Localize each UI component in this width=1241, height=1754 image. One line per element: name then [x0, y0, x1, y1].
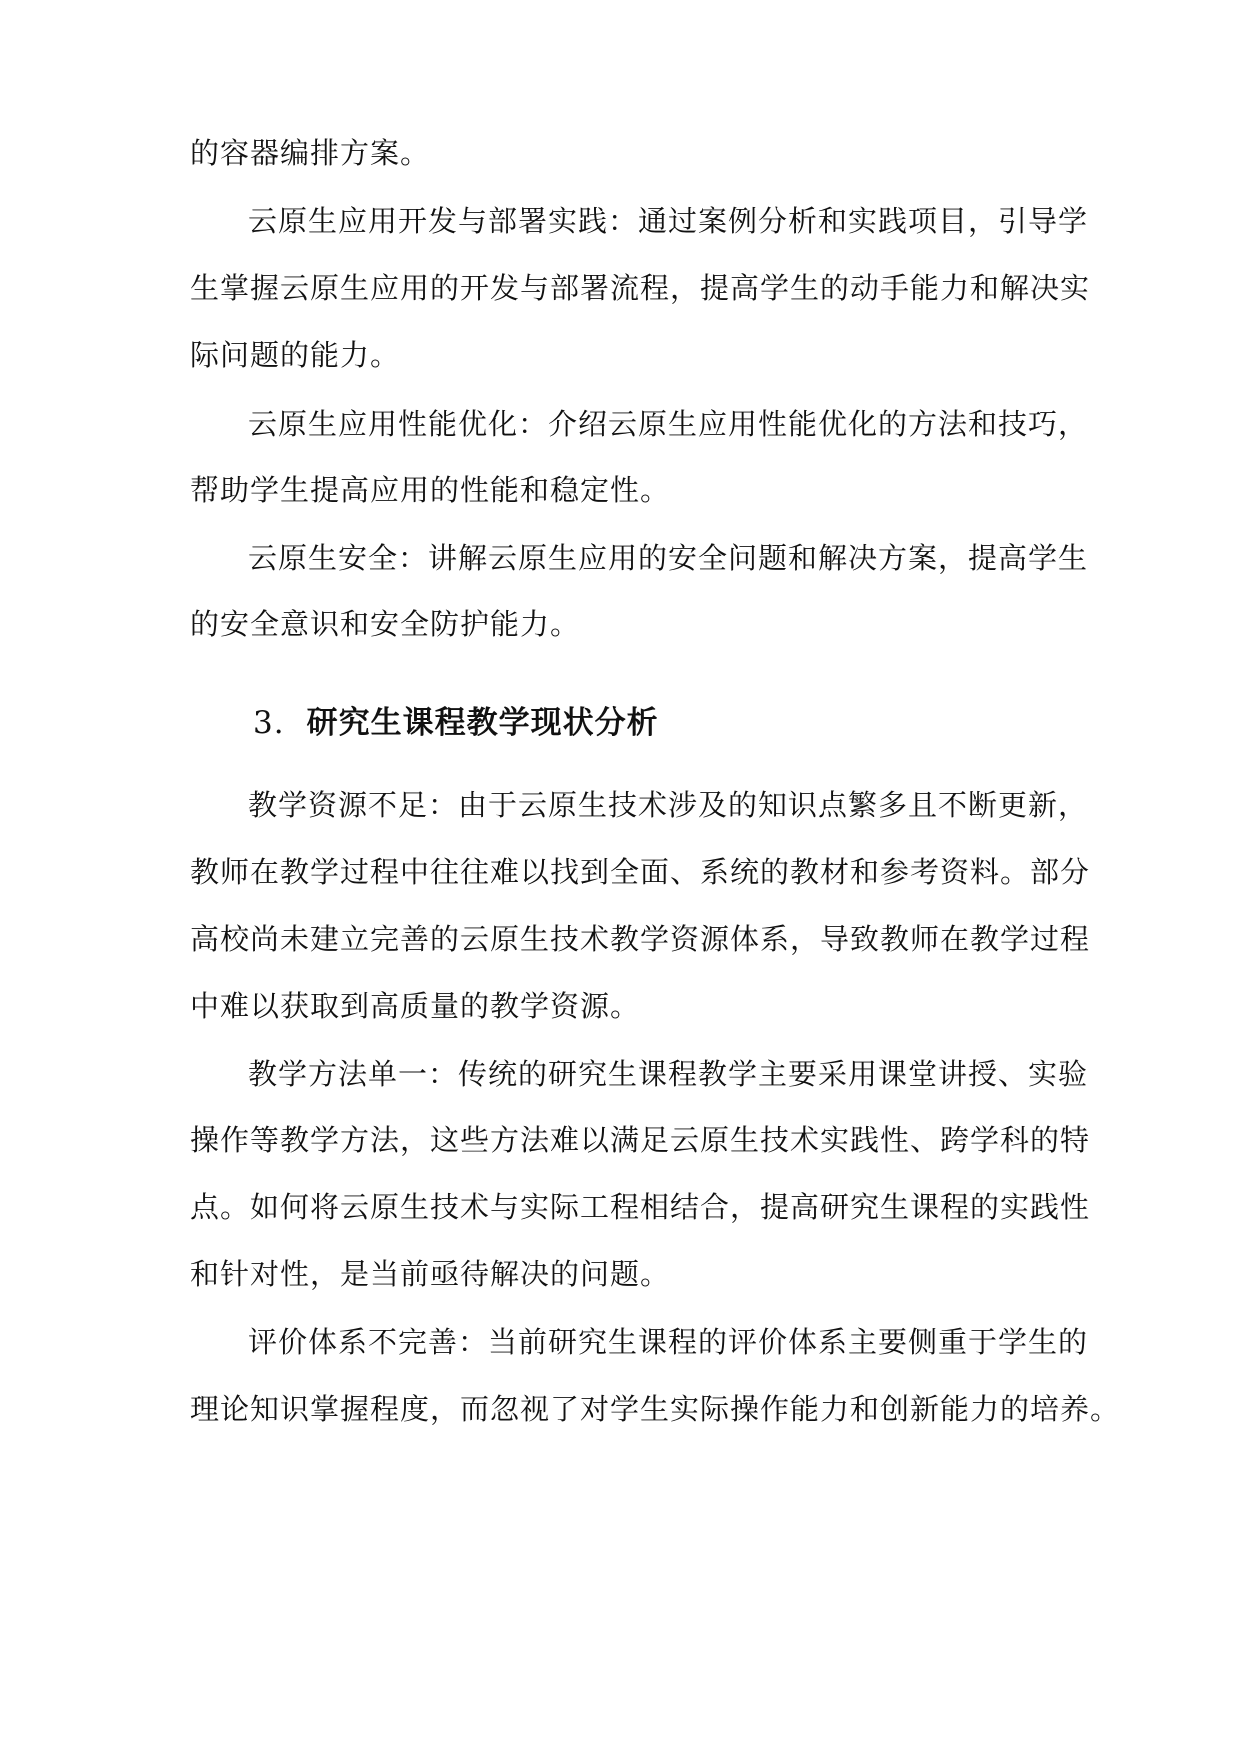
section-number: 3.	[253, 705, 285, 741]
section-heading	[253, 704, 659, 742]
paragraph-line: 点。如何将云原生技术与实际工程相结合，提高研究生课程的实践性	[190, 1190, 1091, 1224]
paragraph-line: 云原生安全：讲解云原生应用的安全问题和解决方案，提高学生	[248, 541, 1089, 575]
paragraph-line: 教学方法单一：传统的研究生课程教学主要采用课堂讲授、实验	[248, 1057, 1089, 1091]
paragraph-line: 帮助学生提高应用的性能和稳定性。	[190, 473, 671, 507]
paragraph-line: 和针对性，是当前亟待解决的问题。	[190, 1257, 671, 1291]
paragraph-line: 云原生应用开发与部署实践：通过案例分析和实践项目，引导学	[248, 204, 1089, 238]
paragraph-line: 评价体系不完善：当前研究生课程的评价体系主要侧重于学生的	[248, 1325, 1089, 1359]
paragraph-line: 教学资源不足：由于云原生技术涉及的知识点繁多且不断更新，	[248, 788, 1089, 822]
paragraph-line: 理论知识掌握程度，而忽视了对学生实际操作能力和创新能力的培养。	[190, 1392, 1121, 1426]
paragraph-line: 操作等教学方法，这些方法难以满足云原生技术实践性、跨学科的特	[190, 1123, 1091, 1157]
paragraph-line: 中难以获取到高质量的教学资源。	[190, 989, 641, 1023]
paragraph-line: 云原生应用性能优化：介绍云原生应用性能优化的方法和技巧，	[248, 407, 1089, 441]
paragraph-line: 的安全意识和安全防护能力。	[190, 607, 581, 641]
paragraph-line: 教师在教学过程中往往难以找到全面、系统的教材和参考资料。部分	[190, 855, 1091, 889]
section-title: 研究生课程教学现状分析	[306, 705, 659, 741]
paragraph-line: 的容器编排方案。	[190, 136, 431, 170]
paragraph-line: 高校尚未建立完善的云原生技术教学资源体系，导致教师在教学过程	[190, 922, 1091, 956]
paragraph-line: 际问题的能力。	[190, 338, 401, 372]
paragraph-line: 生掌握云原生应用的开发与部署流程，提高学生的动手能力和解决实	[190, 271, 1091, 305]
